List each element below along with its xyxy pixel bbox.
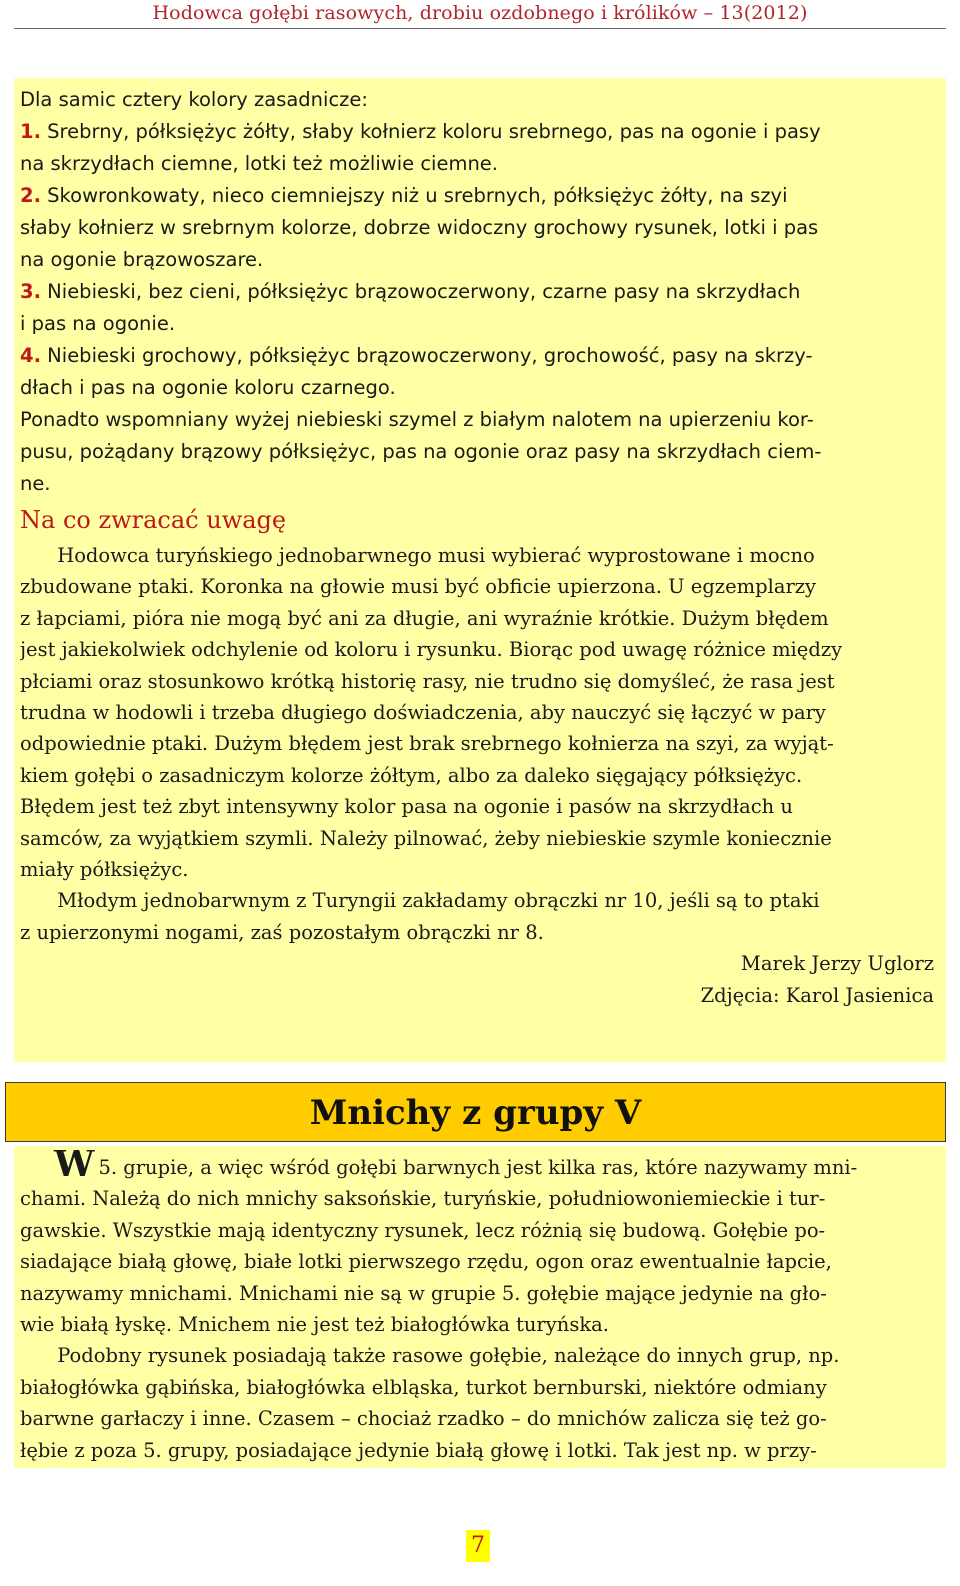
color-list: [20, 84, 934, 500]
list-line: [20, 308, 934, 340]
list-number: 1.: [20, 120, 41, 143]
text-line: miały półksiężyc.: [20, 858, 189, 882]
list-line: [20, 404, 934, 436]
running-header: Hodowca gołębi rasowych, drobiu ozdobnego i królików – 13(2012): [152, 2, 808, 24]
text-line: Błędem jest też zbyt intensywny kolor pasa na ogonie i pasów na skrzydłach u: [20, 795, 793, 819]
list-text: ne.: [20, 472, 51, 495]
list-text: Ponadto wspomniany wyżej niebieski szymel z białym nalotem na upierzeniu kor-: [20, 408, 814, 431]
text-line: Podobny rysunek posiadają także rasowe gołębie, należące do innych grup, np.: [20, 1344, 840, 1368]
list-text: Niebieski, bez cieni, półksiężyc brązowoczerwony, czarne pasy na skrzydłach: [40, 280, 801, 303]
list-line: [20, 116, 934, 148]
list-text: i pas na ogonie.: [20, 312, 176, 335]
list-line: [20, 276, 934, 308]
text-line: z upierzonymi nogami, zaś pozostałym obrączki nr 8.: [20, 920, 544, 944]
text-line: zbudowane ptaki. Koronka na głowie musi być obficie upierzona. U egzemplarzy: [20, 575, 817, 599]
article-title-bar: [5, 1082, 946, 1142]
section-heading: Na co zwracać uwagę: [20, 506, 287, 534]
list-number: 2.: [20, 184, 41, 207]
list-text: Dla samic cztery kolory zasadnicze:: [20, 88, 368, 111]
text-line: odpowiednie ptaki. Dużym błędem jest brak srebrnego kołnierza na szyi, za wyjąt-: [20, 732, 834, 756]
text-line: samców, za wyjątkiem szymli. Należy pilnować, żeby niebieskie szymle koniecznie: [20, 826, 832, 850]
list-text: Niebieski grochowy, półksiężyc brązowoczerwony, grochowość, pasy na skrzy-: [40, 344, 813, 367]
article-title: Mnichy z grupy V: [309, 1093, 642, 1133]
list-number: 3.: [20, 280, 41, 303]
text-line: Hodowca turyńskiego jednobarwnego musi wybierać wyprostowane i mocno: [20, 544, 815, 567]
text-line: kiem gołębi o zasadniczym kolorze żółtym, albo za daleko sięgający półksiężyc.: [20, 763, 803, 787]
list-line: [20, 468, 934, 500]
list-line: [20, 244, 934, 276]
list-line: [20, 84, 934, 116]
page-number: 7: [466, 1530, 490, 1562]
text-line: chami. Należą do nich mnichy saksońskie, turyńskie, południowoniemieckie i tur-: [20, 1187, 826, 1211]
text-line: trudna w hodowli i trzeba długiego doświadczenia, aby nauczyć się łączyć w pary: [20, 701, 826, 725]
article-paragraphs: [20, 1183, 934, 1466]
text-line: łębie z poza 5. grupy, posiadające jedynie białą głowę i lotki. Tak jest np. w przy-: [20, 1438, 817, 1462]
list-text: pusu, pożądany brązowy półksiężyc, pas na ogonie oraz pasy na skrzydłach ciem-: [20, 440, 822, 463]
first-line: [20, 1150, 934, 1183]
author-credit: Marek Jerzy Uglorz: [740, 952, 934, 976]
text-line: białogłówka gąbińska, białogłówka elbląska, turkot bernburski, niektóre odmiany: [20, 1375, 827, 1399]
header-rule: [14, 28, 946, 29]
text-line: płciami oraz stosunkowo krótką historię rasy, nie trudno się domyśleć, że rasa jest: [20, 669, 835, 693]
list-text: Skowronkowaty, nieco ciemniejszy niż u srebrnych, półksiężyc żółty, na szyi: [40, 184, 788, 207]
list-line: [20, 212, 934, 244]
list-text: Srebrny, półksiężyc żółty, słaby kołnierz koloru srebrnego, pas na ogonie i pasy: [40, 120, 821, 143]
list-line: [20, 148, 934, 180]
first-line-text: 5. grupie, a więc wśród gołębi barwnych jest kilka ras, które nazywamy mni-: [98, 1156, 858, 1179]
text-line: wie białą łyskę. Mnichem nie jest też białogłówka turyńska.: [20, 1313, 609, 1337]
text-line: gawskie. Wszystkie mają identyczny rysunek, lecz różnią się budową. Gołębie po-: [20, 1218, 826, 1242]
list-text: na skrzydłach ciemne, lotki też możliwie ciemne.: [20, 152, 499, 175]
section-paragraphs: [20, 540, 934, 948]
text-line: Młodym jednobarwnym z Turyngii zakładamy obrączki nr 10, jeśli są to ptaki: [20, 889, 820, 913]
drop-cap: W: [54, 1150, 95, 1184]
text-line: siadające białą głowę, białe lotki pierwszego rzędu, ogon oraz ewentualnie łapcie,: [20, 1250, 832, 1274]
highlight-box-article-end: [14, 78, 946, 1062]
list-text: słaby kołnierz w srebrnym kolorze, dobrze widoczny grochowy rysunek, lotki i pas: [20, 216, 819, 239]
text-line: barwne garłaczy i inne. Czasem – chociaż rzadko – do mnichów zalicza się też go-: [20, 1407, 827, 1431]
list-line: [20, 340, 934, 372]
list-line: [20, 372, 934, 404]
text-line: z łapciami, pióra nie mogą być ani za długie, ani wyraźnie krótkie. Dużym błędem: [20, 606, 829, 630]
list-text: na ogonie brązowoszare.: [20, 248, 264, 271]
list-line: [20, 180, 934, 212]
text-line: jest jakiekolwiek odchylenie od koloru i rysunku. Biorąc pod uwagę różnice między: [20, 638, 843, 662]
list-line: [20, 436, 934, 468]
photo-credit: Zdjęcia: Karol Jasienica: [700, 983, 934, 1007]
text-line: nazywamy mnichami. Mnichami nie są w grupie 5. gołębie mające jedynie na gło-: [20, 1281, 827, 1305]
list-text: dłach i pas na ogonie koloru czarnego.: [20, 376, 396, 399]
highlight-box-article-start: [14, 1146, 946, 1468]
list-number: 4.: [20, 344, 41, 367]
